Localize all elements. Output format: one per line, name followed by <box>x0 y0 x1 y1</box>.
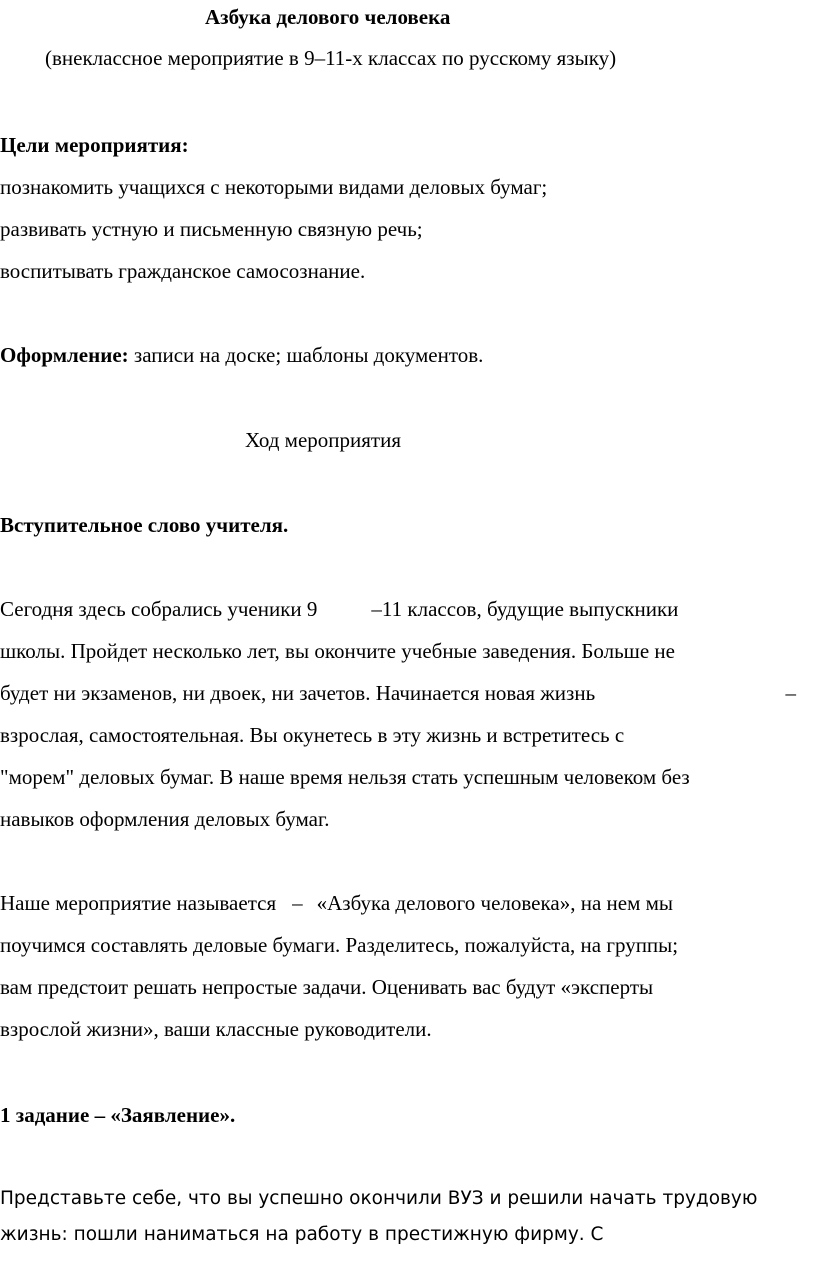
text-fragment: навыков оформления деловых бумаг. <box>0 807 330 831</box>
design-text: записи на доске; шаблоны документов. <box>128 343 484 367</box>
document-title: Азбука делового человека <box>205 5 451 29</box>
text-fragment: – <box>292 891 303 915</box>
text-fragment: школы. Пройдет несколько лет, вы окончите учебные заведения. Больше не <box>0 639 675 663</box>
paragraph-line <box>0 806 329 832</box>
text-fragment: будет ни экзаменов, ни двоек, ни зачетов. Начинается новая жизнь <box>0 681 596 705</box>
text-fragment: взрослой жизни», ваши классные руководители. <box>0 1017 432 1041</box>
paragraph-line <box>0 1016 432 1042</box>
goals-heading: Цели мероприятия: <box>0 133 189 157</box>
text-fragment: "морем" деловых бумаг. В наше время нельзя стать успешным человеком без <box>0 765 690 789</box>
paragraph-line: Представьте себе, что вы успешно окончили ВУЗ и решили начать трудовую <box>0 1188 758 1209</box>
paragraph-line <box>0 890 673 916</box>
design-label: Оформление: <box>0 343 129 367</box>
task1-heading: 1 задание – «Заявление». <box>0 1103 236 1127</box>
design-line <box>0 342 483 368</box>
paragraph-line <box>0 974 653 1000</box>
paragraph-line <box>0 596 678 622</box>
intro-heading: Вступительное слово учителя. <box>0 513 289 537</box>
text-fragment: – <box>785 681 796 705</box>
text-fragment: вам предстоит решать непростые задачи. Оценивать вас будут «эксперты <box>0 975 654 999</box>
goal-item: познакомить учащихся с некоторыми видами деловых бумаг; <box>0 175 548 199</box>
paragraph-line <box>0 722 624 748</box>
paragraph-line <box>0 638 800 664</box>
paragraph-line <box>0 680 796 706</box>
course-heading: Ход мероприятия <box>245 428 401 452</box>
goal-item: воспитывать гражданское самосознание. <box>0 259 366 283</box>
text-fragment: взрослая, самостоятельная. Вы окунетесь в эту жизнь и встретитесь с <box>0 723 625 747</box>
goal-item: развивать устную и письменную связную речь; <box>0 217 423 241</box>
text-fragment: Сегодня здесь собрались ученики 9 <box>0 597 318 621</box>
text-fragment: –11 классов, будущие выпускники <box>371 597 679 621</box>
text-fragment: поучимся составлять деловые бумаги. Разделитесь, пожалуйста, на группы; <box>0 933 679 957</box>
paragraph-line <box>0 764 690 790</box>
document-subtitle: (внеклассное мероприятие в 9–11-х классах по русскому языку) <box>45 46 617 70</box>
text-fragment: «Азбука делового человека», на нем мы <box>316 891 674 915</box>
paragraph-line: жизнь: пошли наниматься на работу в престижную фирму. С <box>0 1224 604 1245</box>
text-fragment: Наше мероприятие называется <box>0 891 277 915</box>
paragraph-line <box>0 932 678 958</box>
